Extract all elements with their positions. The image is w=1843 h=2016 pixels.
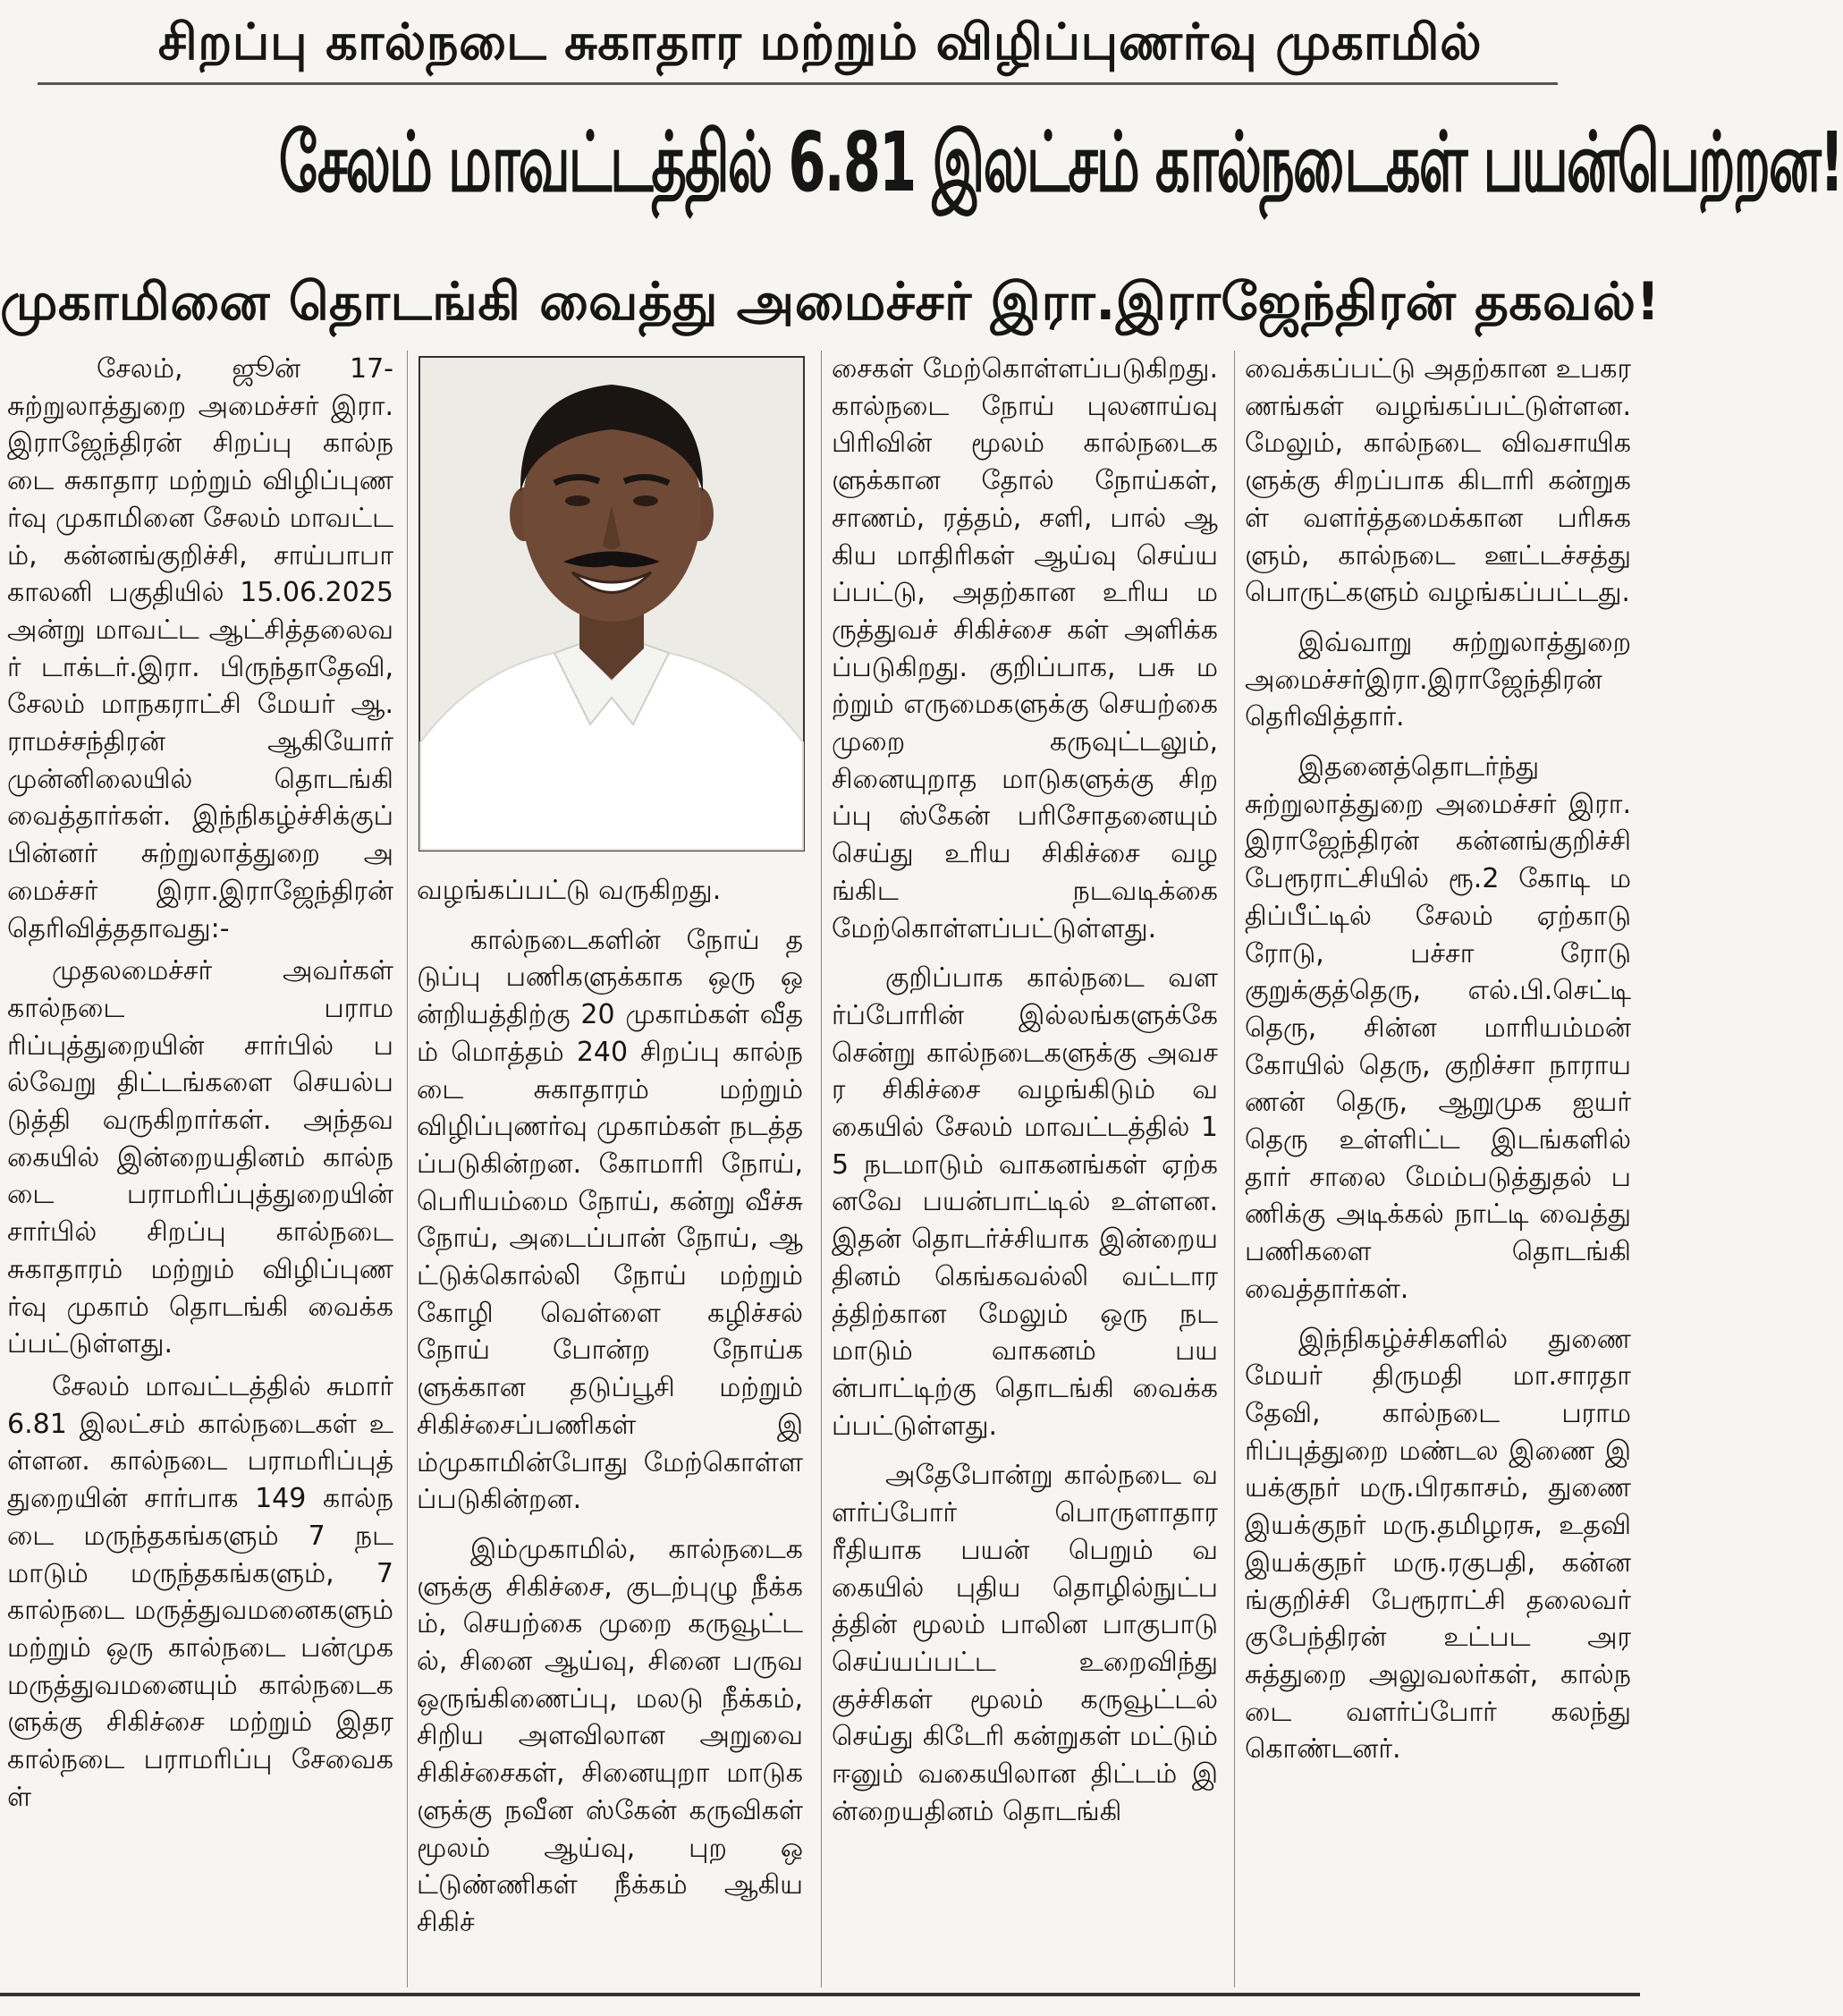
article-column-4 [1245, 351, 1631, 1768]
column-divider [821, 351, 822, 1987]
article-paragraph: குறிப்பாக கால்நடை வளர்ப்போரின் இல்லங்களுக்கே சென்று கால்நடைகளுக்கு அவசர சிகிச்சை வழங்கிடும் வகையில் சேலம் மாவட்டத்தில் 15 நடமாடும் வாகனங்கள் ஏற்கனவே பயன்பாட்டில் உள்ளன. இதன் தொடர்ச்சியாக இன்றையதினம் கெங்கவல்லி வட்டாரத்திற்கான மேலும் ஒரு நடமாடும் வாகனம் பயன்பாட்டிற்கு தொடங்கி வைக்கப்பட்டுள்ளது. [832, 962, 1218, 1442]
article-paragraph: சைகள் மேற்கொள்ளப்படுகிறது. கால்நடை நோய் புலனாய்வு பிரிவின் மூலம் கால்நடைகளுக்கான தோல் நோய்கள், சாணம், ரத்தம், சளி, பால் ஆகிய மாதிரிகள் ஆய்வு செய்யப்பட்டு, அதற்கான உரிய மருத்துவச் சிகிச்சை கள் அளிக்கப்படுகிறது. குறிப்பாக, பசு மற்றும் எருமைகளுக்கு செயற்கை முறை கருவுட்டலும், சினையுறாத மாடுகளுக்கு சிறப்பு ஸ்கேன் பரிசோதனையும் செய்து உரிய சிகிச்சை வழங்கிட நடவடிக்கை மேற்கொள்ளப்பட்டுள்ளது. [832, 353, 1218, 944]
article-paragraph: முதலமைச்சர் அவர்கள் கால்நடை பராமரிப்புத்துறையின் சார்பில் பல்வேறு திட்டங்களை செயல்படுத்தி வருகிறார்கள். அந்தவகையில் இன்றையதினம் கால்நடை பராமரிப்புத்துறையின் சார்பில் சிறப்பு கால்நடை சுகாதாரம் மற்றும் விழிப்புணர்வு முகாம் தொடங்கி வைக்கப்பட்டுள்ளது. [7, 955, 393, 1360]
article-paragraph: இதனைத்தொடர்ந்து சுற்றுலாத்துறை அமைச்சர் இரா.இராஜேந்திரன் கன்னங்குறிச்சி பேரூராட்சியில் ரூ.2 கோடி மதிப்பீட்டில் சேலம் ஏற்காடு ரோடு, பச்சா ரோடு குறுக்குத்தெரு, எல்.பி.செட்டி தெரு, சின்ன மாரியம்மன் கோயில் தெரு, குறிச்சா நாராயணன் தெரு, ஆறுமுக ஐயர் தெரு உள்ளிட்ட இடங்களில் தார் சாலை மேம்படுத்துதல் பணிக்கு அடிக்கல் நாட்டி வைத்து பணிகளை தொடங்கி வைத்தார்கள். [1245, 751, 1631, 1305]
bottom-border [0, 1993, 1640, 1996]
article-paragraph: அதேபோன்று கால்நடை வளர்ப்போர் பொருளாதார ரீதியாக பயன் பெறும் வகையில் புதிய தொழில்நுட்பத்தின் மூலம் பாலின பாகுபாடு செய்யப்பட்ட உறைவிந்து குச்சிகள் மூலம் கருவூட்டல் செய்து கிடேரி கன்றுகள் மட்டும் ஈனும் வகையிலான திட்டம் இன்றையதினம் தொடங்கி [832, 1460, 1218, 1827]
article-paragraph: இம்முகாமில், கால்நடைகளுக்கு சிகிச்சை, குடற்புழு நீக்கம், செயற்கை முறை கருவூட்டல், சினை ஆய்வு, சினை பருவ ஒருங்கிணைப்பு, மலடு நீக்கம், சிறிய அளவிலான அறுவை சிகிச்சைகள், சினையுறா மாடுகளுக்கு நவீன ஸ்கேன் கருவிகள் மூலம் ஆய்வு, புற ஒட்டுண்ணிகள் நீக்கம் ஆகிய சிகிச் [417, 1533, 803, 1938]
article-paragraph: இவ்வாறு சுற்றுலாத்துறை அமைச்சர்இரா.இராஜேந்திரன் தெரிவித்தார். [1245, 626, 1631, 733]
article-paragraph: வைக்கப்பட்டு அதற்கான உபகரணங்கள் வழங்கப்பட்டுள்ளன. மேலும், கால்நடை விவசாயிகளுக்கு சிறப்பாக கிடாரி கன்றுகள் வளர்த்தமைக்கான பரிசுகளும், கால்நடை ஊட்டச்சத்து பொருட்களும் வழங்கப்பட்டது. [1245, 353, 1631, 609]
article-paragraph: சேலம் மாவட்டத்தில் சுமார் 6.81 இலட்சம் கால்நடைகள் உள்ளன. கால்நடை பராமரிப்புத் துறையின் சார்பாக 149 கால்நடை மருந்தகங்களும் 7 நடமாடும் மருந்தகங்களும், 7 கால்நடை மருத்துவமனைகளும் மற்றும் ஒரு கால்நடை பன்முக மருத்துவமனையும் கால்நடைகளுக்கு சிகிச்சை மற்றும் இதர கால்நடை பராமரிப்பு சேவைகள் [7, 1370, 393, 1813]
article-paragraph: வழங்கப்பட்டு வருகிறது. [417, 875, 722, 906]
article-paragraph: கால்நடைகளின் நோய் தடுப்பு பணிகளுக்காக ஒரு ஒன்றியத்திற்கு 20 முகாம்கள் வீதம் மொத்தம் 240 சிறப்பு கால்நடை சுகாதாரம் மற்றும் விழிப்புணர்வு முகாம்கள் நடத்தப்படுகின்றன. கோமாரி நோய், பெரியம்மை நோய், கன்று வீச்சு நோய், அடைப்பான் நோய், ஆட்டுக்கொல்லி நோய் மற்றும் கோழி வெள்ளை கழிச்சல் நோய் போன்ற நோய்களுக்கான தடுப்பூசி மற்றும் சிகிச்சைப்பணிகள் இம்முகாமின்போது மேற்கொள்ளப்படுகின்றன. [417, 924, 803, 1516]
main-headline: சேலம் மாவட்டத்தில் 6.81 இலட்சம் கால்நடைகள் பயன்பெற்றன! [278, 114, 1843, 210]
article-paragraph: சேலம், ஜூன் 17- சுற்றுலாத்துறை அமைச்சர் இரா.இராஜேந்திரன் சிறப்பு கால்நடை சுகாதார மற்றும் விழிப்புணர்வு முகாமினை சேலம் மாவட்டம், கன்னங்குறிச்சி, சாய்பாபா காலனி பகுதியில் 15.06.2025 அன்று மாவட்ட ஆட்சித்தலைவர் டாக்டர்.இரா. பிருந்தாதேவி, சேலம் மாநகராட்சி மேயர் ஆ.ராமச்சந்திரன் ஆகியோர் முன்னிலையில் தொடங்கி வைத்தார்கள். இந்நிகழ்ச்சிக்குப் பின்னர் சுற்றுலாத்துறை அமைச்சர் இரா.இராஜேந்திரன் தெரிவித்ததாவது:- [7, 353, 393, 944]
article-paragraph: இந்நிகழ்ச்சிகளில் துணை மேயர் திருமதி மா.சாரதா தேவி, கால்நடை பராமரிப்புத்துறை மண்டல இணை இயக்குநர் மரு.பிரகாசம், துணை இயக்குநர் மரு.தமிழரசு, உதவி இயக்குநர் மரு.ரகுபதி, கன்னங்குறிச்சி பேரூராட்சி தலைவர் குபேந்திரன் உட்பட அரசுத்துறை அலுவலர்கள், கால்நடை வளர்ப்போர் கலந்து கொண்டனர். [1245, 1323, 1631, 1766]
column-divider [1234, 351, 1235, 1987]
portrait-illustration [420, 358, 803, 850]
column-divider [407, 351, 408, 1987]
article-column-2 [417, 872, 803, 1942]
kicker-headline: சிறப்பு கால்நடை சுகாதார மற்றும் விழிப்புணர்வு முகாமில் [157, 13, 1483, 72]
kicker-divider [38, 82, 1558, 85]
article-column-1 [7, 351, 393, 1816]
article-column-3 [832, 351, 1218, 1830]
sub-headline: முகாமினை தொடங்கி வைத்து அமைச்சர் இரா.இராஜேந்திரன் தகவல்! [0, 271, 1661, 332]
minister-portrait-photo [418, 356, 805, 851]
